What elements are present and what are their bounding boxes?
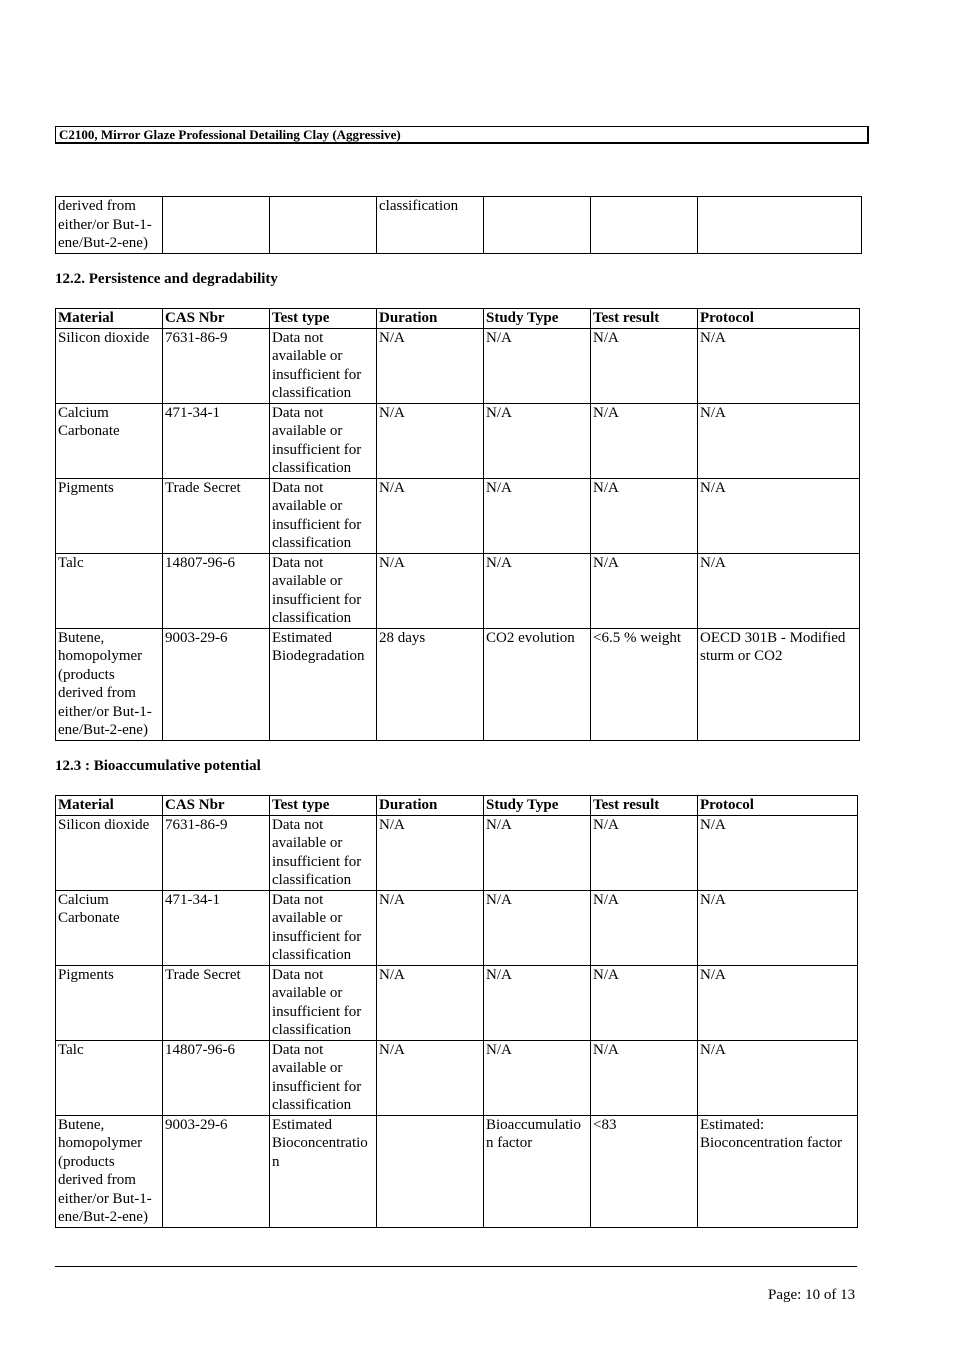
table-row [56, 1040, 858, 1115]
table-cell: Data not available or insufficient for classification [270, 553, 377, 628]
table-cell: Talc [56, 553, 163, 628]
table-cell: Trade Secret [163, 965, 270, 1040]
table-cell: N/A [698, 328, 860, 403]
table-cell: 9003-29-6 [163, 1115, 270, 1227]
table-cell: Calcium Carbonate [56, 403, 163, 478]
table-cell: N/A [377, 403, 484, 478]
table-cell: N/A [484, 553, 591, 628]
table-cell: N/A [484, 890, 591, 965]
table-cell: N/A [377, 965, 484, 1040]
table-cell: N/A [698, 1040, 858, 1115]
table-cell: Data not available or insufficient for classification [270, 965, 377, 1040]
table-row [56, 1115, 858, 1227]
table-row [56, 965, 858, 1040]
table-cell: 7631-86-9 [163, 815, 270, 890]
table-cell: 7631-86-9 [163, 328, 270, 403]
table-cell: Calcium Carbonate [56, 890, 163, 965]
table-cell: Butene, homopolymer (products derived from either/or But-1-ene/But-2-ene) [56, 628, 163, 740]
table-cell: 9003-29-6 [163, 628, 270, 740]
table-cell: Talc [56, 1040, 163, 1115]
table-cell [163, 197, 270, 254]
table-cell: N/A [377, 1040, 484, 1115]
table-cell: N/A [377, 890, 484, 965]
table-row [56, 890, 858, 965]
table-cell: classification [377, 197, 484, 254]
table-cell: N/A [591, 815, 698, 890]
table-cell: Estimated Biodegradation [270, 628, 377, 740]
table-cell: 471-34-1 [163, 890, 270, 965]
table-row [56, 815, 858, 890]
table-cell: Data not available or insufficient for classification [270, 478, 377, 553]
table-cell: N/A [377, 553, 484, 628]
table-row [56, 328, 860, 403]
column-header: Duration [377, 796, 484, 816]
table-cell: 14807-96-6 [163, 553, 270, 628]
table-cell: N/A [377, 328, 484, 403]
persistence-table [55, 308, 860, 741]
table-cell: N/A [484, 1040, 591, 1115]
table-cell: N/A [698, 553, 860, 628]
table-cell: Silicon dioxide [56, 328, 163, 403]
footer-divider [55, 1266, 857, 1267]
table-cell: <6.5 % weight [591, 628, 698, 740]
column-header: Duration [377, 309, 484, 329]
table-row [56, 478, 860, 553]
column-header: Material [56, 796, 163, 816]
table-cell: N/A [484, 403, 591, 478]
table-cell: Bioaccumulation factor [484, 1115, 591, 1227]
table-cell [698, 197, 862, 254]
persistence-section-title: 12.2. Persistence and degradability [55, 271, 278, 287]
table-cell: N/A [591, 965, 698, 1040]
table-cell: N/A [484, 965, 591, 1040]
bioaccumulative-section-title: 12.3 : Bioaccumulative potential [55, 758, 261, 774]
column-header: Protocol [698, 796, 858, 816]
table-cell [591, 197, 698, 254]
page-number: Page: 10 of 13 [768, 1287, 856, 1303]
table-cell: Data not available or insufficient for classification [270, 1040, 377, 1115]
table-cell [270, 197, 377, 254]
table-cell: N/A [591, 478, 698, 553]
table-cell [484, 197, 591, 254]
table-cell: Data not available or insufficient for classification [270, 403, 377, 478]
table-cell: N/A [591, 1040, 698, 1115]
table-header-row [56, 309, 860, 329]
column-header: Study Type [484, 309, 591, 329]
table-cell: Estimated Bioconcentration [270, 1115, 377, 1227]
continuation-table [55, 196, 862, 254]
table-cell: Silicon dioxide [56, 815, 163, 890]
table-cell: N/A [484, 815, 591, 890]
table-cell: 28 days [377, 628, 484, 740]
table-cell: CO2 evolution [484, 628, 591, 740]
column-header: Protocol [698, 309, 860, 329]
table-cell: N/A [698, 403, 860, 478]
table-cell: 471-34-1 [163, 403, 270, 478]
table-cell: <83 [591, 1115, 698, 1227]
table-row [56, 197, 862, 254]
table-cell: Data not available or insufficient for classification [270, 328, 377, 403]
document-header-title: C2100, Mirror Glaze Professional Detailing Clay (Aggressive) [55, 126, 869, 144]
table-cell: N/A [591, 890, 698, 965]
table-row [56, 628, 860, 740]
table-cell: OECD 301B - Modified sturm or CO2 [698, 628, 860, 740]
column-header: Study Type [484, 796, 591, 816]
column-header: Test result [591, 309, 698, 329]
table-cell: N/A [698, 478, 860, 553]
table-cell: derived from either/or But-1-ene/But-2-ene) [56, 197, 163, 254]
table-cell: N/A [698, 815, 858, 890]
table-cell: N/A [591, 553, 698, 628]
table-cell: Pigments [56, 478, 163, 553]
column-header: CAS Nbr [163, 796, 270, 816]
table-cell: N/A [591, 328, 698, 403]
table-cell: N/A [377, 478, 484, 553]
table-cell: Butene, homopolymer (products derived from either/or But-1-ene/But-2-ene) [56, 1115, 163, 1227]
table-cell: 14807-96-6 [163, 1040, 270, 1115]
table-cell: N/A [698, 890, 858, 965]
table-header-row [56, 796, 858, 816]
table-cell: Estimated: Bioconcentration factor [698, 1115, 858, 1227]
column-header: Test type [270, 796, 377, 816]
table-row [56, 403, 860, 478]
table-row [56, 553, 860, 628]
table-cell: N/A [484, 478, 591, 553]
table-cell: N/A [377, 815, 484, 890]
table-cell: N/A [591, 403, 698, 478]
table-cell: Data not available or insufficient for classification [270, 890, 377, 965]
column-header: Material [56, 309, 163, 329]
column-header: Test type [270, 309, 377, 329]
bioaccumulative-table [55, 795, 858, 1228]
table-cell [377, 1115, 484, 1227]
table-cell: Pigments [56, 965, 163, 1040]
table-cell: Trade Secret [163, 478, 270, 553]
table-cell: N/A [698, 965, 858, 1040]
column-header: CAS Nbr [163, 309, 270, 329]
table-cell: Data not available or insufficient for classification [270, 815, 377, 890]
table-cell: N/A [484, 328, 591, 403]
column-header: Test result [591, 796, 698, 816]
